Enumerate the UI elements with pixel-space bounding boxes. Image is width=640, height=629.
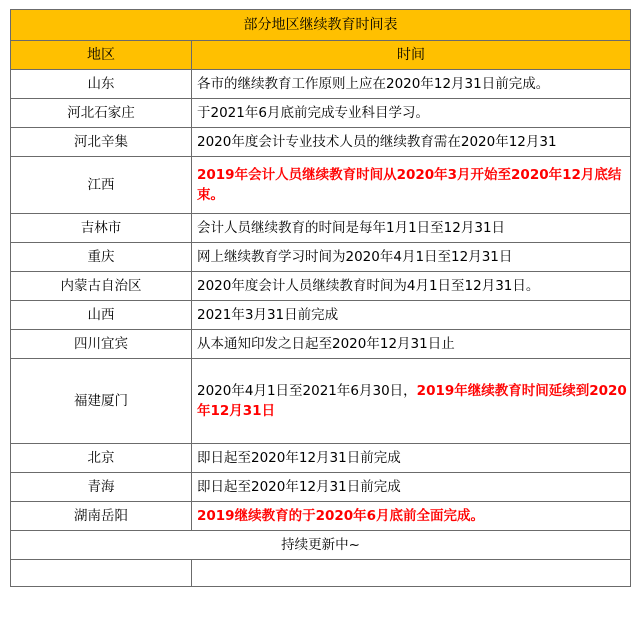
table-title: 部分地区继续教育时间表: [11, 10, 631, 41]
time-cell: [192, 70, 631, 99]
table-row: [11, 444, 631, 473]
blank-row: [11, 560, 631, 587]
time-text: 2021年3月31日前完成: [197, 307, 339, 323]
region-cell: 山西: [11, 301, 192, 330]
region-cell: 青海: [11, 473, 192, 502]
table-footer-row: [11, 531, 631, 560]
region-cell: 湖南岳阳: [11, 502, 192, 531]
table-row: [11, 301, 631, 330]
table-row: [11, 502, 631, 531]
region-cell: 江西: [11, 157, 192, 214]
time-text: 2020年度会计人员继续教育时间为4月1日至12月31日。: [197, 278, 540, 294]
table-row: [11, 70, 631, 99]
schedule-table: [10, 9, 631, 587]
time-cell: [192, 99, 631, 128]
region-cell: 河北辛集: [11, 128, 192, 157]
time-text: 2020年4月1日至2021年6月30日，: [197, 383, 417, 399]
time-cell: [192, 157, 631, 214]
blank-cell: [192, 560, 631, 587]
header-region: 地区: [11, 41, 192, 70]
highlight-text: 2019年会计人员继续教育时间从2020年3月开始至2020年12月底结束。: [197, 167, 622, 203]
table-row: [11, 473, 631, 502]
region-cell: 吉林市: [11, 214, 192, 243]
time-cell: [192, 359, 631, 444]
time-text: 即日起至2020年12月31日前完成: [197, 450, 401, 466]
region-cell: 重庆: [11, 243, 192, 272]
table-row: [11, 214, 631, 243]
table-row: [11, 272, 631, 301]
time-text: 会计人员继续教育的时间是每年1月1日至12月31日: [197, 220, 506, 236]
table-footer: 持续更新中~: [11, 531, 631, 560]
time-cell: [192, 128, 631, 157]
table-header-row: [11, 41, 631, 70]
table-title-row: [11, 10, 631, 41]
region-cell: 河北石家庄: [11, 99, 192, 128]
time-cell: [192, 301, 631, 330]
time-cell: [192, 502, 631, 531]
time-text: 2020年度会计专业技术人员的继续教育需在2020年12月31: [197, 134, 557, 150]
region-cell: 福建厦门: [11, 359, 192, 444]
time-cell: [192, 243, 631, 272]
time-text: 从本通知印发之日起至2020年12月31日止: [197, 336, 455, 352]
table-row: [11, 330, 631, 359]
time-cell: [192, 272, 631, 301]
blank-cell: [11, 560, 192, 587]
region-cell: 山东: [11, 70, 192, 99]
time-cell: [192, 214, 631, 243]
header-time: 时间: [192, 41, 631, 70]
time-text: 各市的继续教育工作原则上应在2020年12月31日前完成。: [197, 76, 550, 92]
table-row: [11, 359, 631, 444]
table-row: [11, 157, 631, 214]
time-text: 网上继续教育学习时间为2020年4月1日至12月31日: [197, 249, 513, 265]
time-text: 于2021年6月底前完成专业科目学习。: [197, 105, 429, 121]
table-row: [11, 99, 631, 128]
highlight-text: 2019年继续教育时间延续到2020年12月31日: [197, 383, 627, 419]
time-cell: [192, 473, 631, 502]
region-cell: 北京: [11, 444, 192, 473]
table-row: [11, 128, 631, 157]
time-text: 即日起至2020年12月31日前完成: [197, 479, 401, 495]
region-cell: 四川宜宾: [11, 330, 192, 359]
time-cell: [192, 330, 631, 359]
table-row: [11, 243, 631, 272]
region-cell: 内蒙古自治区: [11, 272, 192, 301]
time-cell: [192, 444, 631, 473]
highlight-text: 2019继续教育的于2020年6月底前全面完成。: [197, 508, 485, 524]
